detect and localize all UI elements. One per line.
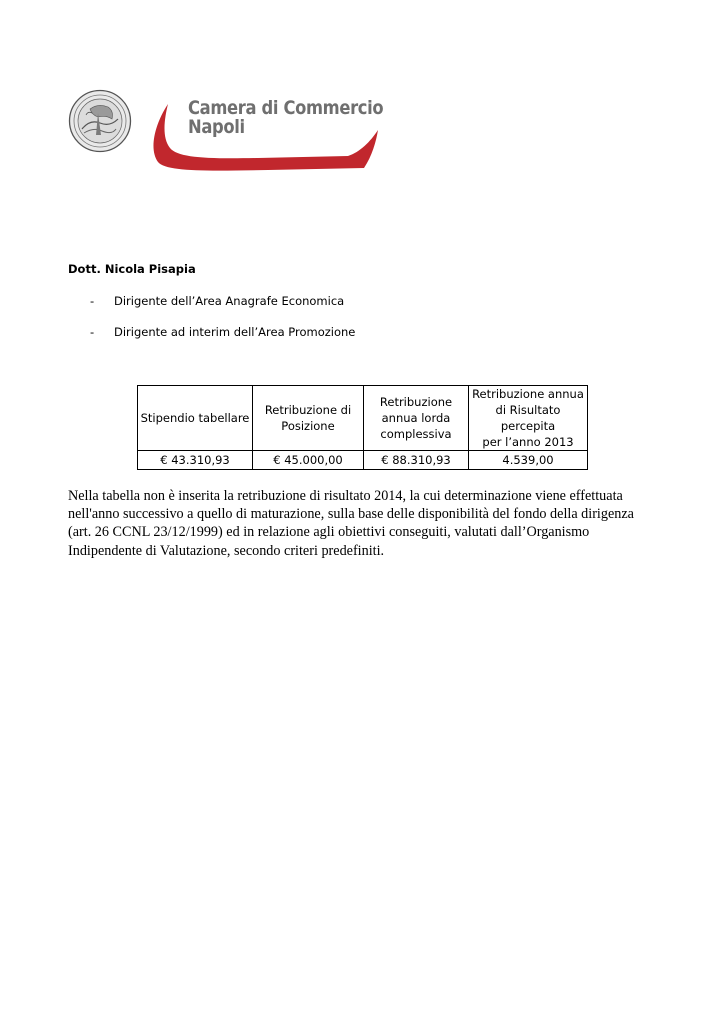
- header-line: di Risultato percepita: [495, 403, 561, 433]
- brand-name: [188, 99, 383, 137]
- header-risultato: [469, 386, 588, 451]
- header-line: Retribuzione: [379, 395, 453, 409]
- salary-table: [137, 385, 588, 470]
- role-dash: -: [90, 294, 95, 308]
- brand-line-1: Camera di Commercio: [188, 97, 384, 119]
- note-line: nell'anno successivo a quello di maturazione, sulla base delle disponibilità del fondo della dirigenza: [68, 506, 634, 523]
- person-name: Dott. Nicola Pisapia: [68, 262, 196, 276]
- cell-complessiva: € 88.310,93: [364, 451, 469, 470]
- note-paragraph: [68, 487, 658, 560]
- note-line: (art. 26 CCNL 23/12/1999) ed in relazione agli obiettivi conseguiti, valutati dall’Organismo: [68, 524, 590, 541]
- role-text: Dirigente dell’Area Anagrafe Economica: [114, 294, 345, 308]
- header-line: Stipendio tabellare: [140, 411, 250, 425]
- note-line: Indipendente di Valutazione, secondo criteri predefiniti.: [68, 542, 385, 559]
- role-dash: -: [90, 325, 95, 339]
- header-line: per l’anno 2013: [482, 435, 574, 449]
- cell-posizione: € 45.000,00: [253, 451, 364, 470]
- cell-risultato: 4.539,00: [469, 451, 588, 470]
- table-row: [138, 451, 588, 470]
- header-line: Retribuzione di: [264, 403, 352, 417]
- header-line: Retribuzione annua: [472, 387, 584, 401]
- header-stipendio: [138, 386, 253, 451]
- header-complessiva: [364, 386, 469, 451]
- header-posizione: [253, 386, 364, 451]
- header-line: complessiva: [380, 427, 452, 441]
- note-line: Nella tabella non è inserita la retribuzione di risultato 2014, la cui determinazione viene effettuata: [68, 488, 623, 504]
- seal-logo-icon: [68, 89, 132, 153]
- cell-stipendio: € 43.310,93: [138, 451, 253, 470]
- header-line: annua lorda: [381, 411, 451, 425]
- role-item: [90, 294, 344, 308]
- table-header-row: [138, 386, 588, 451]
- brand-line-2: Napoli: [188, 116, 245, 138]
- header-line: Posizione: [281, 419, 335, 433]
- role-text: Dirigente ad interim dell’Area Promozione: [114, 325, 356, 339]
- role-item: [90, 325, 355, 339]
